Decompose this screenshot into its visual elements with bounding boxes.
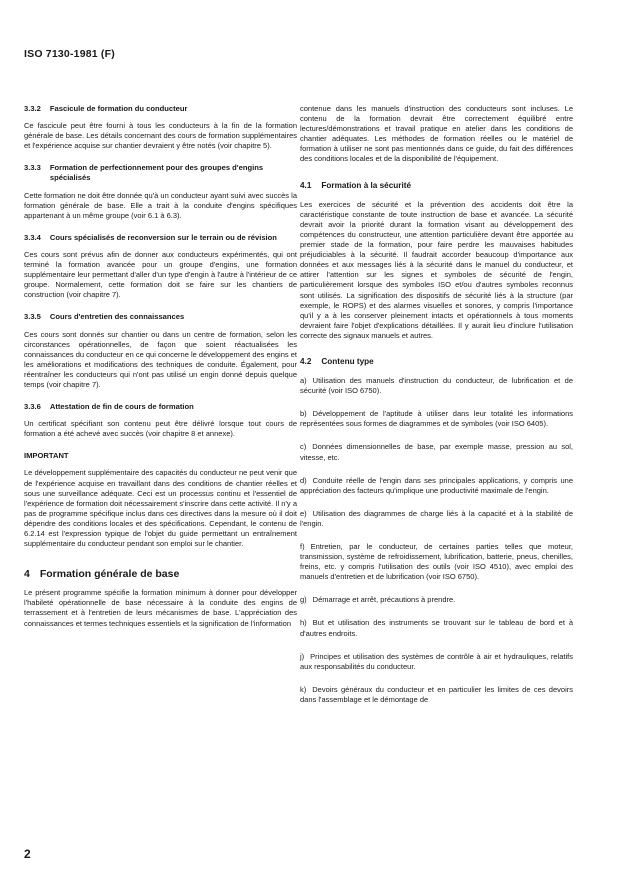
section-4-text: Le présent programme spécifie la formation minimum à donner pour développer l'habileté opérationnelle de base nécessaire à la conduite des engins de terrassement et à l'entretien de leurs mécanismes de base. L'appréciation des connaissances et termes techniques essentiels et la signification de l'information (24, 588, 297, 628)
section-3-3-5-text: Ces cours sont donnés sur chantier ou dans un centre de formation, selon les circonstances opérationnelles, de façon que soient réactualisées les connaissances du conducteur en ce qui concerne le développement des engins et les améliorations et modifications des techniques de conduite. Également, pour réentraîner les conducteurs qui n'ont pas utilisé un engin donné depuis quelque temps (voir chapitre 7). (24, 329, 297, 389)
list-item-j: j) Principes et utilisation des systèmes de contrôle à air et hydrauliques, relatifs aux responsabilités du conducteur. (300, 651, 573, 671)
section-3-3-4-text: Ces cours sont prévus afin de donner aux conducteurs expérimentés, qui ont terminé la formation avancée pour un groupe d'engins, une formation supplémentaire leur permettant d'aller d'un type d'engin à l'autre à l'intérieur de ce groupe. Normalement, cette formation doit se faire sur les chantiers de construction (voir chapitre 7). (24, 249, 297, 300)
section-3-3-2-text: Ce fascicule peut être fourni à tous les conducteurs à la fin de la formation générale de base. Les détails concernant des cours de formation supplémentaires et l'expérience acquise sur chantier devraient y être notés (voir chapitre 5). (24, 121, 297, 151)
section-3-3-6-text: Un certificat spécifiant son contenu peut être délivré lorsque tout cours de formation a été achevé avec succès (voir chapitre 8 et annexe). (24, 419, 297, 439)
section-3-3-6-heading: 3.3.6 Attestation de fin de cours de formation (24, 402, 194, 412)
list-item-c: c) Données dimensionnelles de base, par exemple masse, pression au sol, vitesse, etc. (300, 442, 573, 462)
section-4-1-text: Les exercices de sécurité et la prévention des accidents doit être la caractéristique constante de toute instruction de base et avancée. La sécurité devrait avoir la priorité durant la formation visant au développement des compétences du constructeur, une attention particulière devant être apportée au premier stade de la formation, pour faire perdre les mauvaises habitudes préjudiciables à la sécurité. Il faudrait accorder beaucoup d'importance aux données et aux messages liés à la sécurité dans le manuel du conducteur, et attirer l'attention sur les signes et symboles de sécurité de l'engin, particulièrement lorsque des symboles ISO et/ou d'autres symboles reconnus sont utilisés. La signification des dispositifs de sécurité liés à la structure (par exemple, le ROPS) et des alarmes visuelles et sonores, y compris l'importance qu'il y a à les conserver pleinement intacts et opérationnels à tous moments devraient faire l'objet d'explications détaillées. Il y aurait lieu d'inclure l'utilisation correcte des signaux manuels et autres. (300, 199, 573, 340)
list-item-d: d) Conduite réelle de l'engin dans ses principales applications, y compris une appréciation des facteurs qu'implique une productivité maximale de l'engin. (300, 475, 573, 495)
right-column (300, 104, 573, 718)
list-item-k: k) Devoirs généraux du conducteur et en particulier les limites de ces devoirs dans l'assemblage et le démontage de (300, 684, 573, 704)
section-3-3-3-heading: 3.3.3 Formation de perfectionnement pour des groupes d'engins spécialisés (24, 163, 264, 183)
document-header: ISO 7130-1981 (F) (24, 48, 115, 60)
list-item-h: h) But et utilisation des instruments se trouvant sur le tableau de bord et à d'autres endroits. (300, 618, 573, 638)
important-heading: IMPORTANT (24, 451, 69, 461)
left-column (24, 104, 297, 641)
list-item-g: g) Démarrage et arrêt, précautions à prendre. (300, 595, 456, 605)
page-number: 2 (24, 847, 31, 861)
list-item-a: a) Utilisation des manuels d'instruction du conducteur, de lubrification et de sécurité (voir ISO 6750). (300, 376, 573, 396)
section-4-2-heading: 4.2 Contenu type (300, 356, 374, 366)
section-3-3-5-heading: 3.3.5 Cours d'entretien des connaissances (24, 312, 185, 322)
list-item-b: b) Développement de l'aptitude à utiliser dans leur totalité les informations représentées sous formes de diagrammes et de symboles (voir ISO 6405). (300, 409, 573, 429)
list-item-e: e) Utilisation des diagrammes de charge liés à la capacité et à la stabilité de l'engin. (300, 508, 573, 528)
section-3-3-4-heading: 3.3.4 Cours spécialisés de reconversion sur le terrain ou de révision (24, 232, 277, 242)
important-text: Le développement supplémentaire des capacités du conducteur ne peut venir que de l'expérience acquise en travaillant dans des conditions de chantier réelles et sous une surveillance adéquate. Ceci est un processus continu et l'essentiel de l'expérience de formation doit nécessairement s'inscrire dans cette activité. Il n'y a pas de programme spécifique inclus dans ces directives dans la mesure où il doit dépendre des conditions locales et des spécifications. Cependant, le contenu de 6.2.14 est l'expression typique de l'objet du guide permettant un entraînement supplémentaire du conducteur pendant son emploi sur le chantier. (24, 468, 297, 549)
section-3-3-3-text: Cette formation ne doit être donnée qu'à un conducteur ayant suivi avec succès la formation générale de base. Elle a trait à la conduite d'engins spécifiques appartenant à un même groupe (voir 6.1 à 6.3). (24, 190, 297, 220)
list-item-f: f) Entretien, par le conducteur, de certaines parties telles que moteur, transmission, système de refroidissement, lubrification, batterie, pneus, chenilles, freins, etc. y compris l'utilisation des outils (voir ISO 4510), avec emploi des manuels d'entretien et de lubrification (voir ISO 6750). (300, 542, 573, 582)
section-4-heading: 4 Formation générale de base (24, 568, 180, 581)
section-4-1-heading: 4.1 Formation à la sécurité (300, 180, 412, 190)
section-3-3-2-heading: 3.3.2 Fascicule de formation du conducteur (24, 104, 188, 113)
continuation-text: contenue dans les manuels d'instruction des conducteurs sont incluses. Le contenu de la formation devrait être correctement équilibré entre lectures/démonstrations et travail pratique en atelier dans les conditions de chantier adéquates. Les méthodes de formation réelles ou le matériel de formation à utiliser ne sont pas mentionnés dans ce guide, du fait des différences des conditions locales et de la disponibilité de l'équipement. (300, 104, 573, 164)
